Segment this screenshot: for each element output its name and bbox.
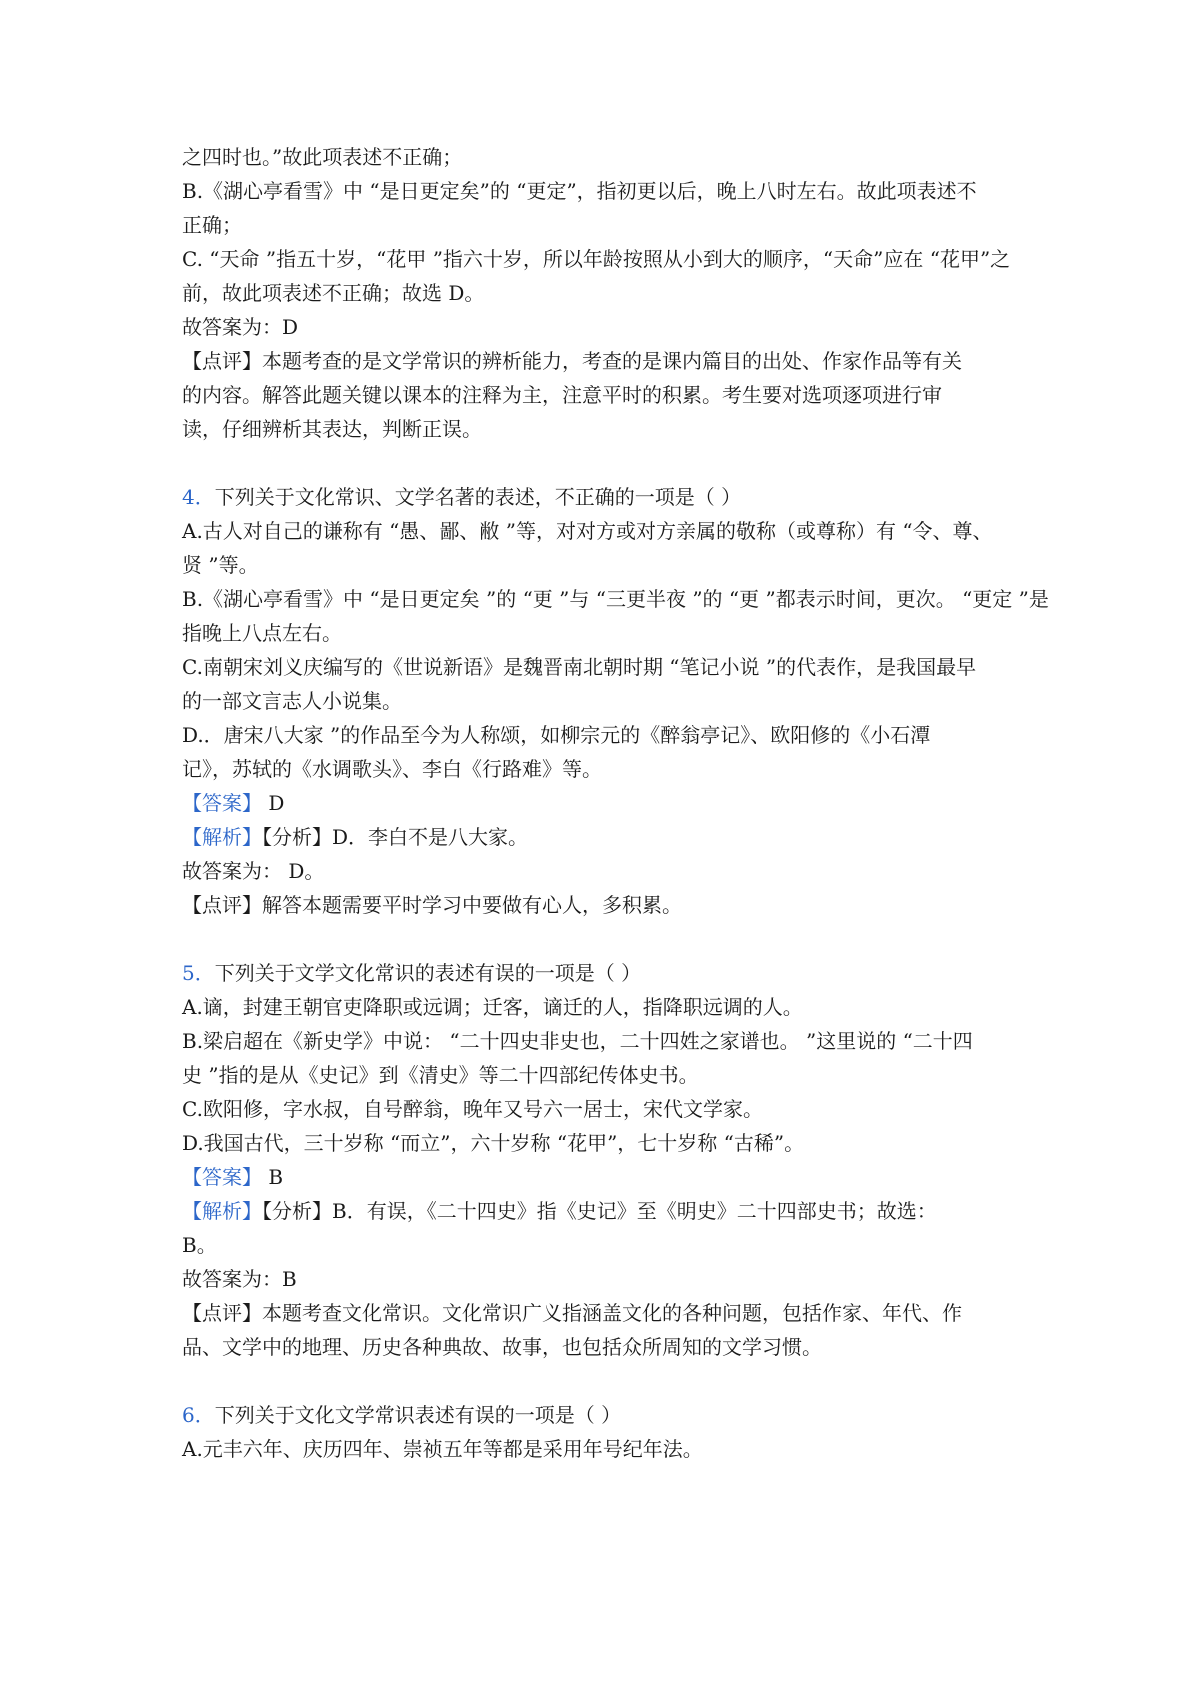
option-line: A.元丰六年、庆历四年、崇祯五年等都是采用年号纪年法。 bbox=[182, 1437, 703, 1461]
analysis-continuation: B。 bbox=[182, 1233, 217, 1257]
answer-line bbox=[182, 1160, 1012, 1194]
question-6 bbox=[182, 1398, 1012, 1466]
text-line: C. “天命 ”指五十岁，“花甲 ”指六十岁，所以年龄按照从小到大的顺序，“天命”应在 “花甲”之 bbox=[182, 247, 1011, 271]
question-text: 下列关于文化常识、文学名著的表述，不正确的一项是（ ） bbox=[214, 485, 742, 509]
option-line: B.《湖心亭看雪》中 “是日更定矣 ”的 “更 ”与 “三更半夜 ”的 “更 ”都表示时间，更次。 “更定 ”是 bbox=[182, 587, 1049, 611]
comment-line: 【点评】本题考查文化常识。文化常识广义指涵盖文化的各种问题，包括作家、年代、作 bbox=[182, 1301, 962, 1325]
answer-line bbox=[182, 786, 1012, 820]
option-line: A.古人对自己的谦称有 “愚、鄙、敝 ”等，对对方或对方亲属的敬称（或尊称）有 “令、尊、 bbox=[182, 519, 993, 543]
comment-line: 【点评】本题考查的是文学常识的辨析能力，考查的是课内篇目的出处、作家作品等有关 bbox=[182, 349, 962, 373]
text-line: B.《湖心亭看雪》中 “是日更定矣”的 “更定”，指初更以后，晚上八时左右。故此项表述不 bbox=[182, 179, 977, 203]
question-stem bbox=[182, 1398, 1012, 1432]
comment-line: 读，仔细辨析其表达，判断正误。 bbox=[182, 417, 482, 441]
analysis-text: 【分析】D．李白不是八大家。 bbox=[262, 825, 529, 849]
analysis-tag: 【解析】 bbox=[182, 825, 262, 849]
comment-line: 的内容。解答此题关键以课本的注释为主，注意平时的积累。考生要对选项逐项进行审 bbox=[182, 383, 942, 407]
q3-tail bbox=[182, 140, 1012, 446]
option-line: B.梁启超在《新史学》中说： “二十四史非史也，二十四姓之家谱也。 ”这里说的 “二十四 bbox=[182, 1029, 973, 1053]
question-stem bbox=[182, 956, 1012, 990]
question-text: 下列关于文化文学常识表述有误的一项是（ ） bbox=[214, 1403, 622, 1427]
spacer bbox=[182, 446, 1012, 480]
question-5 bbox=[182, 956, 1012, 1364]
text-line: 之四时也。”故此项表述不正确； bbox=[182, 145, 463, 169]
document-page bbox=[182, 140, 1049, 1466]
analysis-line bbox=[182, 820, 1012, 854]
answer-tag: 【答案】 bbox=[182, 1165, 262, 1189]
text-line: 前，故此项表述不正确；故选 D。 bbox=[182, 281, 485, 305]
option-line: A.谪，封建王朝官吏降职或远调；迁客，谪迁的人，指降职远调的人。 bbox=[182, 995, 803, 1019]
option-line: D.．唐宋八大家 ”的作品至今为人称颂，如柳宗元的《醉翁亭记》、欧阳修的《小石潭 bbox=[182, 723, 931, 747]
question-text: 下列关于文学文化常识的表述有误的一项是（ ） bbox=[214, 961, 642, 985]
analysis-text: 【分析】B．有误，《二十四史》指《史记》至《明史》二十四部史书；故选： bbox=[262, 1199, 937, 1223]
answer-tag: 【答案】 bbox=[182, 791, 262, 815]
final-answer: 故答案为： D。 bbox=[182, 859, 325, 883]
answer-value: B bbox=[262, 1165, 284, 1189]
final-answer: 故答案为：B bbox=[182, 1267, 297, 1291]
text-line: 正确； bbox=[182, 213, 242, 237]
option-line: D.我国古代，三十岁称 “而立”，六十岁称 “花甲”，七十岁称 “古稀”。 bbox=[182, 1131, 805, 1155]
final-answer: 故答案为：D bbox=[182, 315, 299, 339]
option-line: C.欧阳修，字水叔，自号醉翁，晚年又号六一居士，宋代文学家。 bbox=[182, 1097, 763, 1121]
comment-line: 品、文学中的地理、历史各种典故、故事，也包括众所周知的文学习惯。 bbox=[182, 1335, 822, 1359]
option-line: 记》，苏轼的《水调歌头》、李白《行路难》等。 bbox=[182, 757, 602, 781]
spacer bbox=[182, 922, 1012, 956]
question-number: 6． bbox=[182, 1403, 215, 1427]
option-line: 史 ”指的是从《史记》到《清史》等二十四部纪传体史书。 bbox=[182, 1063, 699, 1087]
question-stem bbox=[182, 480, 1012, 514]
question-number: 4． bbox=[182, 485, 215, 509]
option-line: C.南朝宋刘义庆编写的《世说新语》是魏晋南北朝时期 “笔记小说 ”的代表作，是我国最早 bbox=[182, 655, 977, 679]
question-4 bbox=[182, 480, 1049, 922]
analysis-tag: 【解析】 bbox=[182, 1199, 262, 1223]
answer-value: D bbox=[262, 791, 285, 815]
option-line: 贤 ”等。 bbox=[182, 553, 259, 577]
analysis-line bbox=[182, 1194, 1012, 1228]
option-line: 指晚上八点左右。 bbox=[182, 621, 342, 645]
comment-line: 【点评】解答本题需要平时学习中要做有心人，多积累。 bbox=[182, 893, 682, 917]
spacer bbox=[182, 1364, 1012, 1398]
option-line: 的一部文言志人小说集。 bbox=[182, 689, 402, 713]
question-number: 5． bbox=[182, 961, 215, 985]
